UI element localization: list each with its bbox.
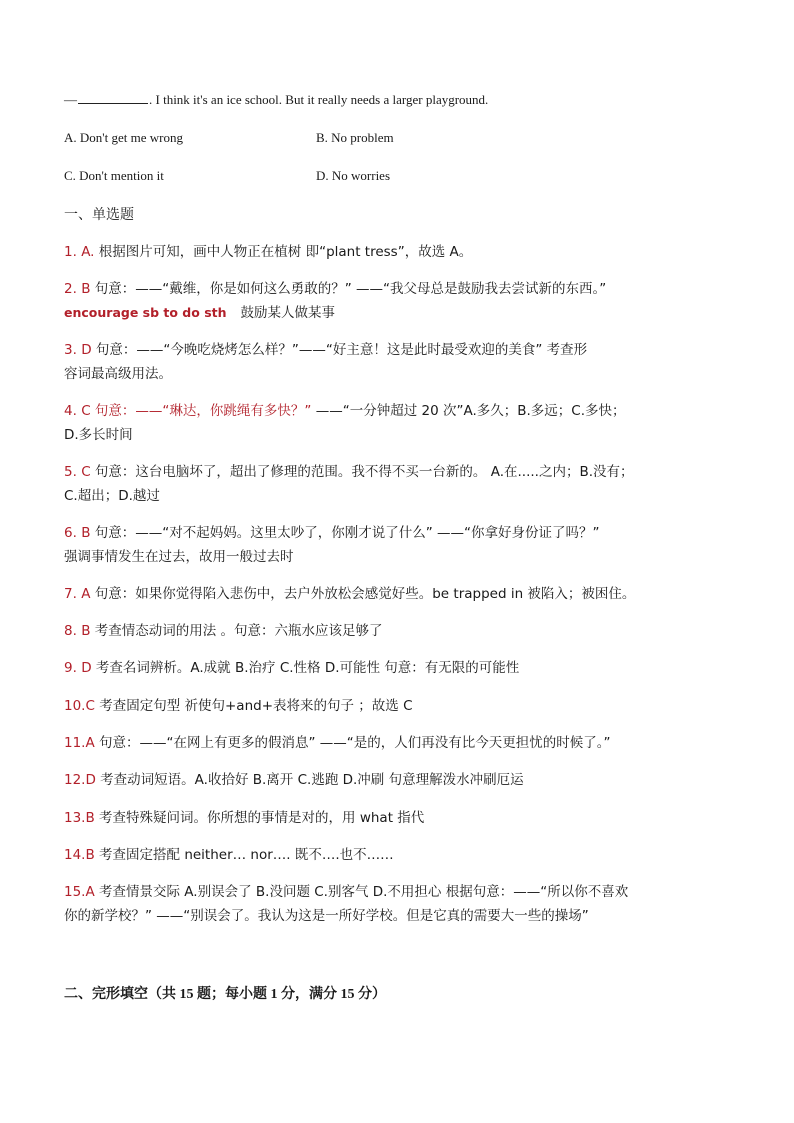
answer-number: 5. — [64, 464, 77, 480]
answer-item — [64, 768, 744, 792]
answer-number: 9. — [64, 660, 77, 676]
answer-letter: D — [81, 660, 92, 676]
answer-sentence: 句意：——“琳达，你跳绳有多快？” — [94, 403, 312, 419]
answer-item — [64, 880, 744, 928]
option-a: A. Don't get me wrong — [64, 130, 183, 145]
answer-explanation: 考查名词辨析。A.成就 B.治疗 C.性格 D.可能性 句意：有无限的可能性 — [95, 660, 520, 676]
answer-explanation-cont: 你的新学校？” ——“别误会了。我认为这是一所好学校。但是它真的需要大一些的操场” — [64, 908, 589, 924]
answer-item — [64, 731, 744, 755]
answer-explanation-cont: D.多长时间 — [64, 427, 133, 443]
option-d: D. No worries — [316, 168, 391, 183]
section2-title: 二、完形填空（共 15 题；每小题 1 分，满分 15 分） — [64, 987, 386, 1002]
section1-title: 一、单选题 — [64, 207, 134, 223]
answer-number: 15.A — [64, 884, 95, 900]
answer-explanation: 考查情景交际 A.别误会了 B.没问题 C.别客气 D.不用担心 根据句意：——“所以你不喜欢 — [99, 884, 629, 900]
answer-explanation: 句意：如果你觉得陷入悲伤中，去户外放松会感觉好些。be trapped in 被陷入；被困住。 — [94, 586, 636, 602]
answer-letter: A — [81, 586, 91, 602]
question-stem — [64, 92, 488, 108]
answer-phrase: encourage sb to do sth — [64, 305, 227, 320]
answer-letter: C — [81, 464, 91, 480]
dash: — — [64, 92, 77, 107]
answer-explanation: 考查固定搭配 neither… nor…. 既不….也不…… — [99, 847, 394, 863]
answer-number: 7. — [64, 586, 77, 602]
answer-explanation-cont: 容词最高级用法。 — [64, 366, 172, 382]
answer-letter: C — [81, 403, 91, 419]
answer-item — [64, 694, 744, 718]
answer-number: 8. — [64, 623, 77, 639]
answer-number: 2. — [64, 281, 77, 297]
answer-explanation: 句意：这台电脑坏了，超出了修理的范围。我不得不买一台新的。 A.在.....之内；B.没有； — [94, 464, 634, 480]
answer-phrase-meaning: 鼓励某人做某事 — [240, 305, 336, 321]
answer-explanation: 句意：——“在网上有更多的假消息” ——“是的，人们再没有比今天更担忧的时候了。” — [99, 735, 611, 751]
answer-number: 3. — [64, 342, 77, 358]
answer-explanation-cont: 强调事情发生在过去，故用一般过去时 — [64, 549, 294, 565]
answer-number: 1. — [64, 244, 77, 260]
answer-item — [64, 460, 744, 508]
answer-item — [64, 521, 744, 569]
answer-letter: B — [81, 525, 91, 541]
answer-number: 6. — [64, 525, 77, 541]
answer-explanation: 考查动词短语。A.收拾好 B.离开 C.逃跑 D.冲刷 句意理解泼水冲刷厄运 — [100, 772, 524, 788]
answer-number: 11.A — [64, 735, 95, 751]
answer-explanation: 句意：——“戴维，你是如何这么勇敢的？” ——“我父母总是鼓励我去尝试新的东西。” — [94, 281, 607, 297]
answer-explanation: 考查固定句型 祈使句+and+表将来的句子 ；故选 C — [99, 698, 413, 714]
answer-explanation: 句意：——“今晚吃烧烤怎么样？”——“好主意！这是此时最受欢迎的美食” 考查形 — [95, 342, 588, 358]
answer-item — [64, 240, 744, 264]
answer-explanation: 考查特殊疑问词。你所想的事情是对的，用 what 指代 — [99, 810, 425, 826]
answer-letter: D — [81, 342, 92, 358]
answer-explanation-cont: C.超出；D.越过 — [64, 488, 160, 504]
answer-letter: A. — [81, 244, 95, 260]
answer-number: 4. — [64, 403, 77, 419]
answer-item — [64, 582, 744, 606]
answer-item — [64, 656, 744, 680]
answer-number: 13.B — [64, 810, 95, 826]
answer-number: 12.D — [64, 772, 96, 788]
question-stem-text: . I think it's an ice school. But it really needs a larger playground. — [149, 92, 489, 107]
answer-number: 14.B — [64, 847, 95, 863]
answer-explanation: ——“一分钟超过 20 次”A.多久；B.多远；C.多快； — [315, 403, 626, 419]
answer-letter: B — [81, 281, 91, 297]
answer-item — [64, 277, 744, 325]
answer-explanation: 句意：——“对不起妈妈。这里太吵了，你刚才说了什么” ——“你拿好身份证了吗？” — [94, 525, 600, 541]
answer-blank — [78, 92, 148, 104]
answer-item — [64, 806, 744, 830]
answer-item — [64, 843, 744, 867]
option-c: C. Don't mention it — [64, 168, 164, 183]
answer-item — [64, 619, 744, 643]
answer-explanation: 考查情态动词的用法 。句意：六瓶水应该足够了 — [94, 623, 383, 639]
answer-item — [64, 399, 744, 447]
answer-number: 10.C — [64, 698, 95, 714]
answer-item — [64, 338, 744, 386]
answer-explanation: 根据图片可知，画中人物正在植树 即“plant tress”，故选 A。 — [98, 244, 473, 260]
option-b: B. No problem — [316, 130, 394, 145]
answer-letter: B — [81, 623, 91, 639]
